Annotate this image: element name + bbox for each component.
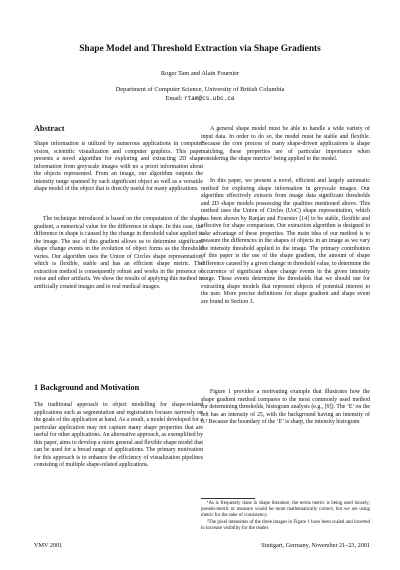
paper-title: Shape Model and Threshold Extraction via Shape Gradients <box>79 44 321 54</box>
footnote-2: ²The pixel intensities of the three images in Figure 1 have been scaled and inverted to increase visibility for the reader. <box>201 520 370 532</box>
footnote-rule <box>201 498 255 499</box>
intro-paragraph-3: Figure 1 provides a motivating example that illustrates how the shape gradient method compares to the most commonly used method for determining thresholds, histogram analysis (e.g., [9]). The ‘E’ on the left has an intensity of 25, with the background having an intensity of 0.² Because the boundary of the ‘E’ is sharp, the intensity histogram <box>201 389 370 426</box>
abstract-paragraph-2: The technique introduced is based on the computation of the shape gradient, a numerical value for the difference in shape. In this case, the difference in shape is caused by the change in threshold value applied to the image. The use of this gradient allows us to determine significant shape change events in the evolution of object forms as the threshold varies. Our algorithm uses the Union of Circles shape representation, which is flexible, stable and has an efficient shape metric. The extraction method is consequently robust and works in the presence of noise and other artifacts. We show the results of applying this method to artificially created images and to real medical images. <box>34 216 203 290</box>
intro-paragraph-2: In this paper, we present a novel, efficient and largely automatic method for exploring shape information in greyscale images. Our algorithm effectively extracts from image data significant thresholds and 2D shape models possessing the qualities mentioned above. This method uses the Union of Circles (UoC) shape representation, which has been shown by Ranjan and Fournier [14] to be stable, flexible and effective for shape comparison. Our extraction algorithm is designed to take advantage of these properties. The main idea of our method is to measure the differences in the shapes of objects in an image as we vary the intensity threshold applied to the image. The primary contribution of this paper is the use of the shape gradient, the amount of shape difference caused by a given change in threshold value, to determine the occurrence of significant shape change events in the given intensity range. These events determine the thresholds that we should use for extracting shape models that represent objects of potential interest to the user. More precise definitions for shape gradient and shape event are found in Section 3. <box>201 178 370 305</box>
intro-paragraph-1: A general shape model must be able to handle a wide variety of input data. In order to do so, the model must be stable and flexible. Because the core process of many shape-driven applications is shape matching, these properties are of particular importance when considering the shape metrics¹ being applied to the model. <box>201 126 370 163</box>
email-label: Email: <box>165 94 183 102</box>
affiliation: Department of Computer Science, University of British Columbia <box>115 86 285 93</box>
email-line <box>0 95 400 104</box>
abstract-heading: Abstract <box>34 124 65 133</box>
footer-venue: VMV 2001 <box>34 542 63 549</box>
affiliation-block <box>0 86 400 103</box>
section-1-heading: 1 Background and Motivation <box>34 383 140 392</box>
footer-location-date: Stuttgart, Germany, November 21–23, 2001 <box>261 542 370 549</box>
section-1-paragraph-1: The traditional approach to object modelling for shape-related applications such as segmentation and registration focuses narrowly on the goals of the application at hand. As a result, a model developed for a particular application may not capture many shape properties that are useful for other applications. An alternative approach, as exemplified by this paper, aims to develop a more general and flexible shape model that can be used for a broad range of applications. The primary motivation for this approach is to enhance the efficiency of visualization pipelines consisting of multiple shape-related applications. <box>34 402 204 469</box>
email-address[interactable]: rtam@cs.ubc.ca <box>184 94 235 102</box>
abstract-paragraph-1: Shape information is utilized by numerous applications in computer vision, scientific visualization and computer graphics. This paper presents a novel algorithm for exploring and extracting 2D shape information from greyscale images with no a priori information about the objects represented. From an image, our algorithm outputs the intensity range spanned by each significant object as well as a versatile shape model of the object that is directly useful for many applications. <box>34 141 203 193</box>
footnote-1: ¹As is frequently done in shape literature, the terms metric is being used loosely; pseudo-metric or measure would be more mathematically correct, but we are using metric for the sake of consistency. <box>201 501 370 519</box>
authors: Roger Tam and Alain Fournier <box>160 70 240 77</box>
